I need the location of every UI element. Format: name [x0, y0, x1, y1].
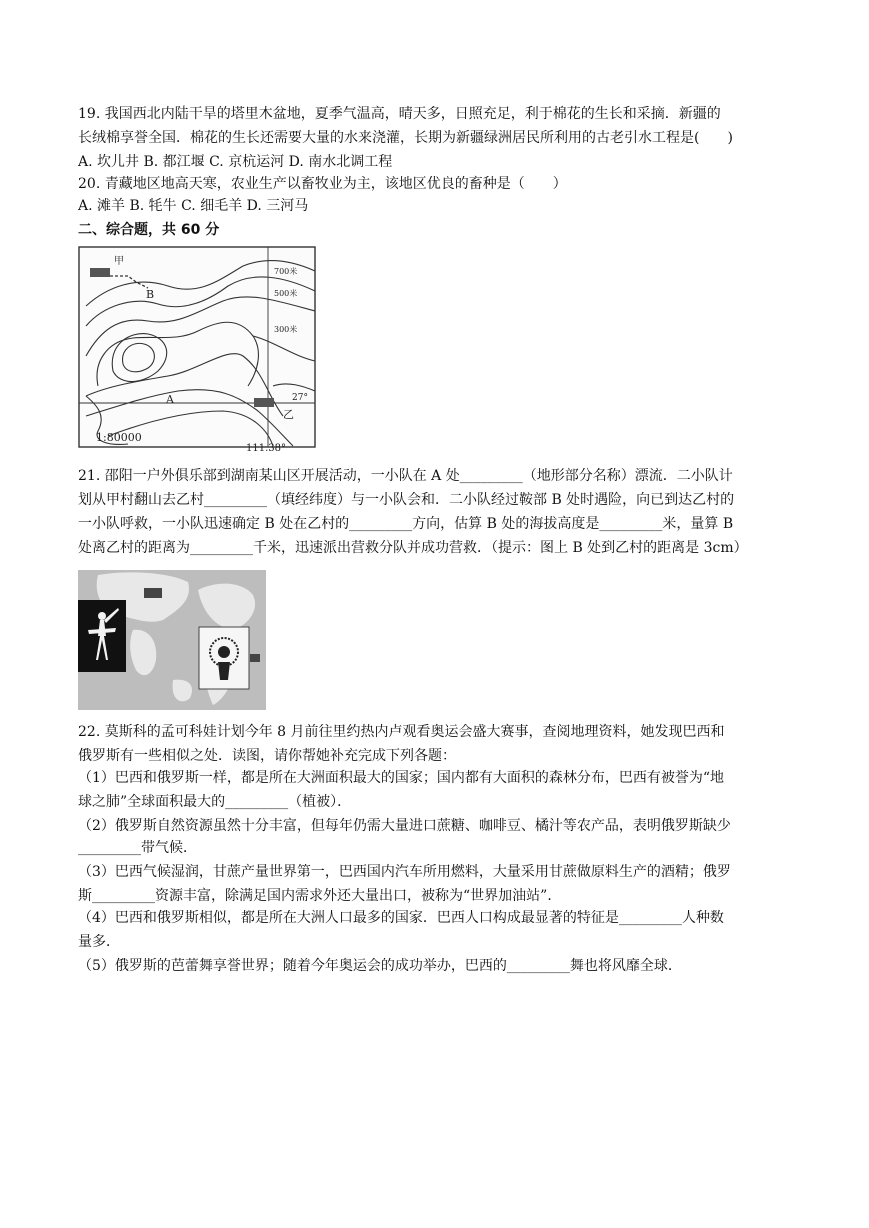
world-map-figure: [78, 570, 266, 710]
q22-line-2: 俄罗斯有一些相似之处．读图，请你帮她补充完成下列各题：: [78, 748, 456, 764]
contour-label-700: 700米: [274, 267, 298, 276]
contour-label-300: 300米: [274, 325, 298, 334]
rio-marker-icon: [250, 654, 260, 662]
q22-part3-b: 斯_________资源丰富，除满足国内需求外还大量出口，被称为“世界加油站”．: [78, 888, 562, 904]
q20-line-1: 20. 青藏地区地高天寒，农业生产以畜牧业为主，该地区优良的畜种是（ ）: [78, 176, 567, 192]
contour-map: [78, 246, 318, 452]
q20-options: A. 滩羊 B. 牦牛 C. 细毛羊 D. 三河马: [78, 198, 309, 214]
map-scale: 1:80000: [96, 431, 142, 444]
map-label-yi: 乙: [283, 408, 294, 421]
q21-line-3: 一小队呼救，一小队迅速确定 B 处在乙村的_________方向，估算 B 处的海拔高度是_________米，量算 B: [78, 516, 734, 532]
q22-part4-a: （4）巴西和俄罗斯相似，都是所在大洲人口最多的国家．巴西人口构成最显著的特征是_________人种数: [78, 910, 724, 926]
village-jia-icon: [90, 268, 110, 277]
longitude-label: 111.38°: [246, 443, 286, 452]
map-label-b: B: [146, 288, 155, 301]
map-label-jia: 甲: [114, 256, 124, 267]
latitude-label: 27°: [292, 393, 308, 403]
q19-line-1: 19. 我国西北内陆干旱的塔里木盆地，夏季气温高，晴天多，日照充足，利于棉花的生长和采摘．新疆的: [78, 106, 721, 122]
moscow-marker-icon: [144, 588, 162, 598]
q22-part1-b: 球之肺”全球面积最大的_________（植被）．: [78, 794, 352, 810]
q21-line-1: 21. 邵阳一户外俱乐部到湖南某山区开展活动，一小队在 A 处_________（地形部分名称）漂流．二小队计: [78, 468, 733, 484]
q22-part2-a: （2）俄罗斯自然资源虽然十分丰富，但每年仍需大量进口蔗糖、咖啡豆、橘汁等农产品，表明俄罗斯缺少: [78, 818, 731, 834]
q22-part5: （5）俄罗斯的芭蕾舞享誉世界；随着今年奥运会的成功举办，巴西的_________舞也将风靡全球．: [78, 958, 682, 974]
section-heading: 二、综合题，共 60 分: [78, 222, 220, 238]
contour-label-500: 500米: [274, 289, 298, 298]
q22-line-1: 22. 莫斯科的孟可科娃计划今年 8 月前往里约热内卢观看奥运会盛大赛事，查阅地理资料，她发现巴西和: [78, 724, 725, 740]
q21-line-4: 处离乙村的距离为_________千米，迅速派出营救分队并成功营救．（提示：图上 B 处到乙村的距离是 3cm）: [78, 540, 748, 556]
q19-line-2: 长绒棉享誉全国．棉花的生长还需要大量的水来浇灌，长期为新疆绿洲居民所利用的古老引水工程是( ): [78, 130, 733, 146]
q21-line-2: 划从甲村翻山去乙村_________（填经纬度）与一小队会和．二小队经过鞍部 B 处时遇险，向已到达乙村的: [78, 492, 735, 508]
village-yi-icon: [254, 398, 274, 407]
map-label-a: A: [166, 393, 174, 406]
q19-options: A. 坎儿井 B. 都江堰 C. 京杭运河 D. 南水北调工程: [78, 154, 393, 170]
q22-part3-a: （3）巴西气候湿润，甘蔗产量世界第一，巴西国内汽车所用燃料，大量采用甘蔗做原料生产的酒精；俄罗: [78, 864, 731, 880]
q22-part1-a: （1）巴西和俄罗斯一样，都是所在大洲面积最大的国家；国内都有大面积的森林分布，巴西有被誉为“地: [78, 770, 725, 786]
q22-part4-b: 量多．: [78, 934, 120, 950]
q22-part2-b: _________带气候．: [78, 840, 197, 856]
